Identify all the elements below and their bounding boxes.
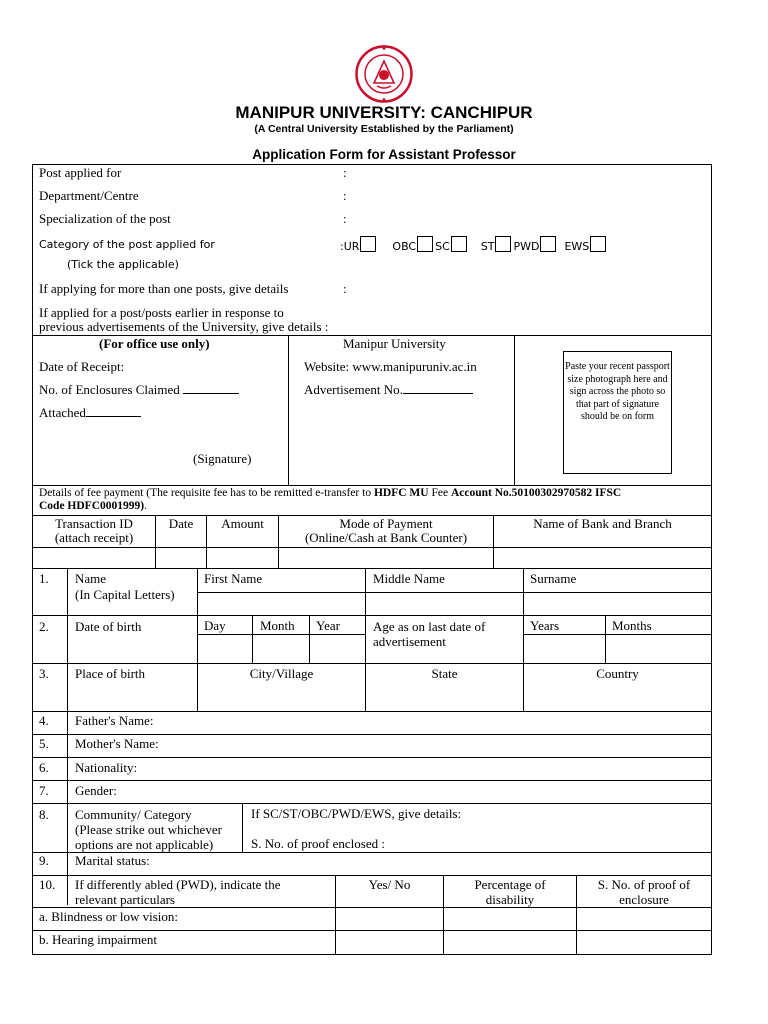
dob-label: Date of birth [75, 619, 142, 634]
earlier-posts-line2: previous advertisements of the University, give details : [39, 319, 329, 334]
proof-header: S. No. of proof of [597, 877, 691, 892]
post-applied-label: Post applied for [39, 165, 122, 180]
tick-note: (Tick the applicable) [67, 258, 179, 271]
row-num-4: 4. [39, 713, 49, 728]
middle-name-field[interactable] [366, 593, 523, 615]
percentage-header: Percentage of [474, 877, 546, 892]
pwd-label: PWD [513, 240, 540, 253]
ur-checkbox[interactable] [360, 236, 376, 252]
gender-label: Gender: [75, 783, 117, 798]
st-checkbox[interactable] [495, 236, 511, 252]
month-label: Month [260, 618, 295, 633]
office-website: Website: www.manipuruniv.ac.in [304, 359, 477, 374]
category-options [340, 236, 606, 253]
signature-label: (Signature) [193, 451, 252, 466]
department-label: Department/Centre [39, 188, 139, 203]
row-num-9: 9. [39, 853, 49, 868]
photo-instructions: Paste your recent passport size photograph here and sign across the photo so that part of signature should be on form [565, 361, 670, 422]
fee-details-line2: Code HDFC0001999). [39, 500, 147, 512]
years-label: Years [530, 618, 560, 633]
earlier-posts-line1: If applied for a post/posts earlier in response to [39, 305, 284, 320]
university-subtitle: (A Central University Established by the Parliament) [254, 123, 514, 135]
obc-label: OBC [392, 240, 417, 253]
marital-status-label: Marital status: [75, 853, 150, 868]
mother-name-label: Mother's Name: [75, 736, 159, 751]
category-label: Category of the post applied for [39, 238, 215, 251]
post-applied-colon: : [343, 165, 347, 180]
nationality-label: Nationality: [75, 760, 138, 775]
pwd-checkbox[interactable] [540, 236, 556, 252]
col-mode: Mode of Payment [339, 516, 433, 531]
months-label: Months [612, 618, 652, 633]
row-num-7: 7. [39, 783, 49, 798]
surname-label: Surname [530, 571, 577, 586]
specialization-label: Specialization of the post [39, 211, 171, 226]
pob-label: Place of birth [75, 666, 146, 681]
pwd-label: If differently abled (PWD), indicate the [75, 877, 281, 892]
community-label: Community/ Category [75, 807, 192, 822]
obc-checkbox[interactable] [417, 236, 433, 252]
first-name-label: First Name [204, 571, 263, 586]
attached-label: Attached [39, 405, 141, 420]
community-note-2: options are not applicable) [75, 837, 214, 852]
sc-label: SC [435, 240, 450, 253]
father-name-label: Father's Name: [75, 713, 154, 728]
col-mode-note: (Online/Cash at Bank Counter) [304, 530, 468, 545]
fee-details-line1: Details of fee payment (The requisite fee has to be remitted e-transfer to HDFC MU Fee Account No.50100302970582 IFSC [39, 487, 622, 499]
proof-header-2: enclosure [619, 892, 669, 907]
more-posts-label: If applying for more than one posts, give details [39, 281, 289, 296]
surname-field[interactable] [524, 593, 711, 615]
ews-checkbox[interactable] [590, 236, 606, 252]
blindness-label: a. Blindness or low vision: [39, 909, 179, 924]
community-note-1: (Please strike out whichever [75, 822, 222, 837]
row-num-10: 10. [39, 877, 56, 892]
age-label: Age as on last date of [373, 619, 486, 634]
row-num-1: 1. [39, 571, 49, 586]
pwd-label-2: relevant particulars [75, 892, 175, 907]
proof-enclosed-label: S. No. of proof enclosed : [251, 836, 385, 851]
middle-name-label: Middle Name [373, 571, 445, 586]
first-name-field[interactable] [198, 593, 365, 615]
year-label: Year [316, 618, 340, 633]
row-num-2: 2. [39, 619, 49, 634]
specialization-colon: : [343, 211, 347, 226]
ur-label: :UR [340, 240, 360, 253]
name-label: Name [75, 571, 107, 586]
city-label: City/Village [249, 666, 314, 681]
office-university: Manipur University [343, 336, 446, 351]
col-date: Date [168, 516, 194, 531]
yes-no-header: Yes/ No [368, 877, 411, 892]
percentage-header-2: disability [485, 892, 535, 907]
office-use-heading: (For office use only) [99, 336, 210, 351]
photo-box[interactable] [563, 351, 672, 474]
more-posts-colon: : [343, 281, 347, 296]
country-label: Country [596, 666, 639, 681]
row-num-8: 8. [39, 807, 49, 822]
name-note: (In Capital Letters) [75, 587, 175, 602]
day-label: Day [204, 618, 226, 633]
ews-label: EWS [564, 240, 590, 253]
col-transaction-note: (attach receipt) [54, 530, 134, 545]
category-details-label: If SC/ST/OBC/PWD/EWS, give details: [251, 806, 462, 821]
state-label: State [431, 666, 458, 681]
university-seal-icon [355, 45, 413, 103]
age-label-2: advertisement [373, 634, 446, 649]
sc-checkbox[interactable] [451, 236, 467, 252]
row-num-5: 5. [39, 736, 49, 751]
advertisement-no: Advertisement No. [304, 382, 473, 397]
col-bank: Name of Bank and Branch [533, 516, 672, 531]
date-of-receipt: Date of Receipt: [39, 359, 125, 374]
row-num-6: 6. [39, 760, 49, 775]
col-transaction-id: Transaction ID [55, 516, 133, 531]
hearing-label: b. Hearing impairment [39, 932, 158, 947]
col-amount: Amount [221, 516, 264, 531]
department-colon: : [343, 188, 347, 203]
university-title: MANIPUR UNIVERSITY: CANCHIPUR [235, 103, 533, 122]
row-num-3: 3. [39, 666, 49, 681]
enclosures-claimed: No. of Enclosures Claimed [39, 382, 239, 397]
form-title: Application Form for Assistant Professor [252, 147, 516, 162]
st-label: ST [480, 240, 495, 253]
